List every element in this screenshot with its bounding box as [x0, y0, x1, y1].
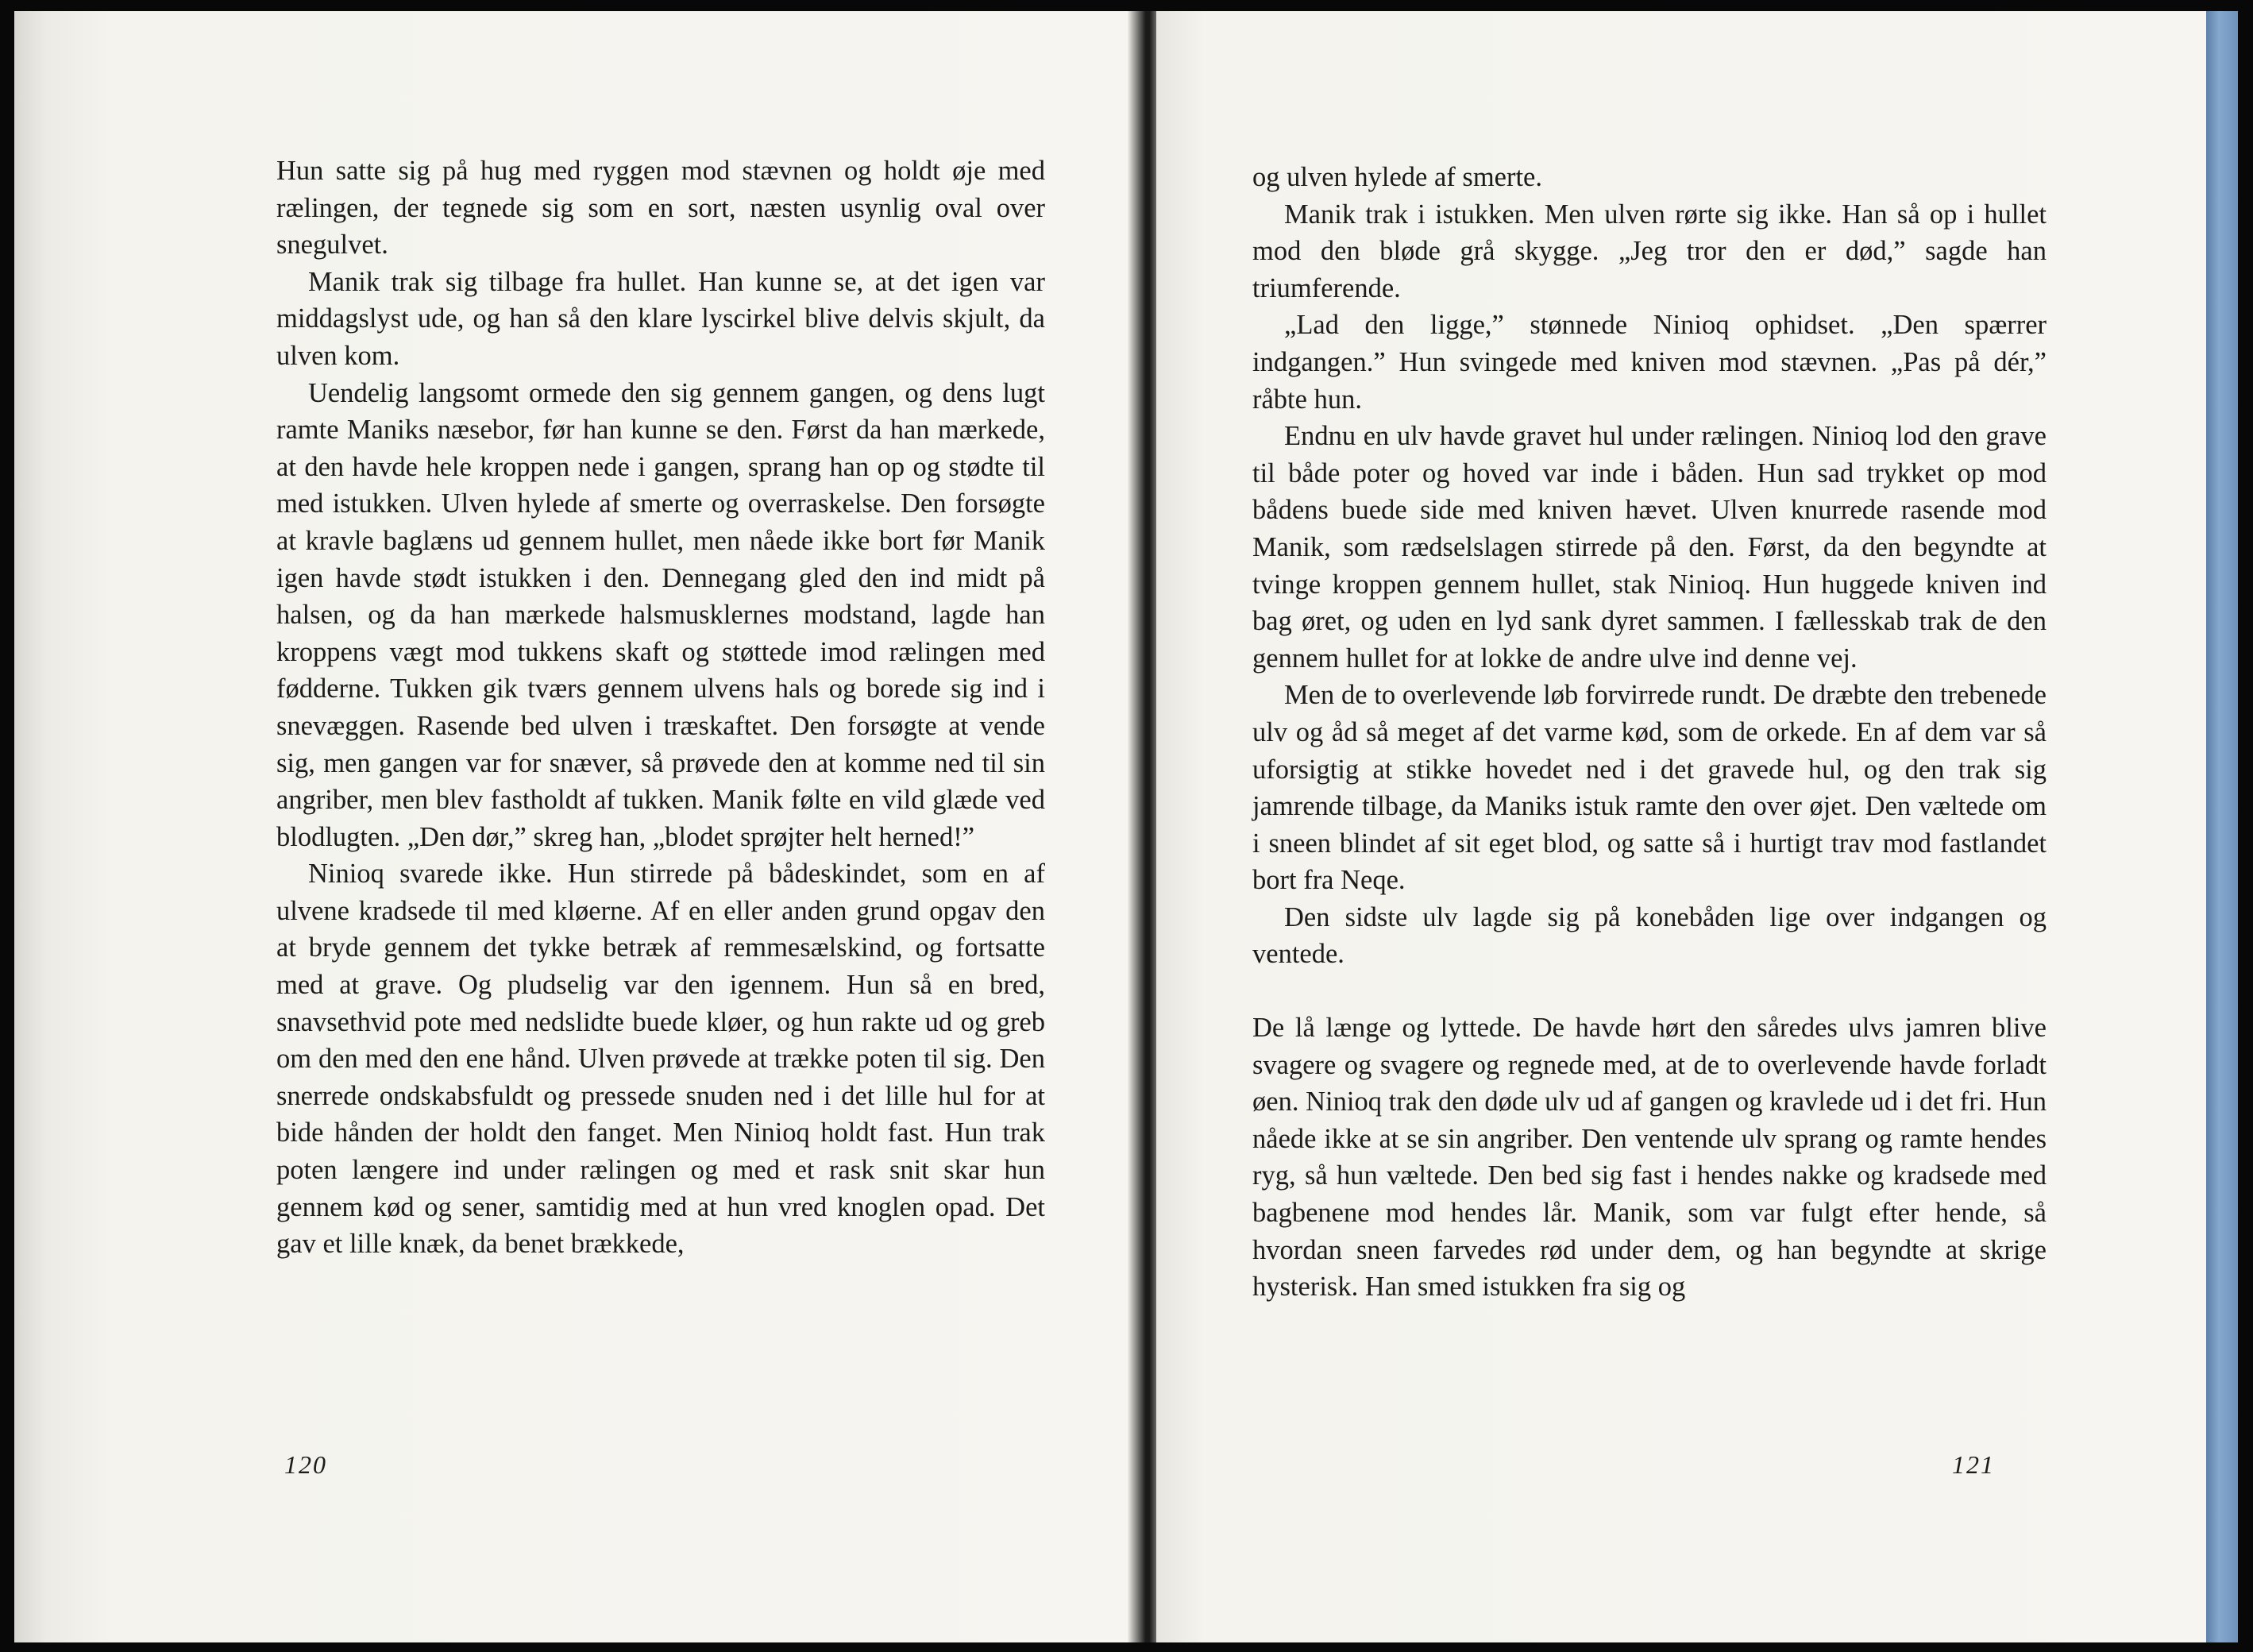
right-page	[1156, 11, 2206, 1642]
page-number: 120	[284, 1450, 327, 1479]
left-page-text	[276, 152, 1045, 1263]
left-page	[14, 11, 1142, 1642]
paragraph: „Lad den ligge,” stønnede Ninioq ophidset. „Den spærrer indgangen.” Hun svingede med kniven mod stævnen. „Pas på dér,” råbte hun.	[1252, 310, 2047, 415]
paragraph: Hun satte sig på hug med ryggen mod stævnen og holdt øje med rælingen, der tegnede sig som en sort, næsten usynlig oval over snegulvet.	[276, 156, 1045, 261]
paragraph: Men de to overlevende løb forvirrede rundt. De dræbte den trebenede ulv og åd så meget af det varme kød, som de orkede. En af dem var så uforsigtig at stikke hovedet ned i det gravede hul, og den trak sig jamrende tilbage, da Maniks istuk ramte den over øjet. Den væltede om i sneen blindet af sit eget blod, og satte så i hurtigt trav mod fastlandet bort fra Neqe.	[1252, 680, 2047, 896]
right-page-text	[1252, 159, 2047, 1306]
page-number: 121	[1952, 1450, 1995, 1479]
paragraph: Manik trak i istukken. Men ulven rørte sig ikke. Han så op i hullet mod den bløde grå skygge. „Jeg tror den er død,” sagde han triumferende.	[1252, 199, 2047, 303]
paragraph: og ulven hylede af smerte.	[1252, 162, 1542, 192]
paragraph: Den sidste ulv lagde sig på konebåden lige over indgangen og ventede.	[1252, 901, 2047, 970]
book-edge	[2206, 11, 2238, 1642]
paragraph: De lå længe og lyttede. De havde hørt den såredes ulvs jamren blive svagere og svagere og regnede med, at de to overlevende havde forladt øen. Ninioq trak den døde ulv ud af gangen og kravlede ud i det fri. Hun nåede ikke at se sin angriber. Den ventende ulv sprang og ramte hendes ryg, så hun væltede. Den bed sig fast i hendes nakke og kradsede med bagbenene mod hendes lår. Manik, som var fulgt efter hende, så hvordan sneen farvedes rød under dem, og han begyndte at skrige hysterisk. Han smed istukken fra sig og	[1252, 1013, 2047, 1303]
paragraph: Ninioq svarede ikke. Hun stirrede på bådeskindet, som en af ulvene kradsede til med kløerne. Af en eller anden grund opgav den at bryde gennem det tykke betræk af remmesælskind, og fortsatte med at grave. Og pludselig var den igennem. Hun så en bred, snavsethvid pote med nedslidte buede kløer, og hun rakte ud og greb om den med den ene hånd. Ulven prøvede at trække poten til sig. Den snerrede ondskabsfuldt og pressede snuden ned i det lille hul for at bide hånden der holdt den fanget. Men Ninioq holdt fast. Hun trak poten længere ind under rælingen og med et rask snit skar hun gennem kød og sener, samtidig med at hun vred knoglen opad. Det gav et lille knæk, da benet brækkede,	[276, 859, 1045, 1260]
paragraph: Endnu en ulv havde gravet hul under rælingen. Ninioq lod den grave til både poter og hoved var inde i båden. Hun sad trykket op mod bådens buede side med kniven hævet. Ulven knurrede rasende mod Manik, som rædselslagen stirrede på den. Først, da den begyndte at tvinge kroppen gennem hullet, stak Ninioq. Hun huggede kniven ind bag øret, og uden en lyd sank dyret sammen. I fællesskab trak de den gennem hullet for at lokke de andre ulve ind denne vej.	[1252, 421, 2047, 674]
paragraph: Uendelig langsomt ormede den sig gennem gangen, og dens lugt ramte Maniks næsebor, før han kunne se den. Først da han mærkede, at den havde hele kroppen nede i gangen, sprang han op og stødte til med istukken. Ulven hylede af smerte og overraskelse. Den forsøgte at kravle baglæns ud gennem hullet, men nåede ikke bort før Manik igen havde stødt istukken i den. Dennegang gled den ind midt på halsen, og da han mærkede halsmusklernes modstand, lagde han kroppens vægt mod tukkens skaft og støttede imod rælingen med fødderne. Tukken gik tværs gennem ulvens hals og borede sig ind i snevæggen. Rasende bed ulven i træskaftet. Den forsøgte at vende sig, men gangen var for snæver, så prøvede den at komme ned til sin angriber, men blev fastholdt af tukken. Manik følte en vild glæde ved blodlugten. „Den dør,” skreg han, „blodet sprøjter helt herned!”	[276, 377, 1045, 852]
paragraph: Manik trak sig tilbage fra hullet. Han kunne se, at det igen var middagslyst ude, og han så den klare lyscirkel blive delvis skjult, da ulven kom.	[276, 266, 1045, 371]
